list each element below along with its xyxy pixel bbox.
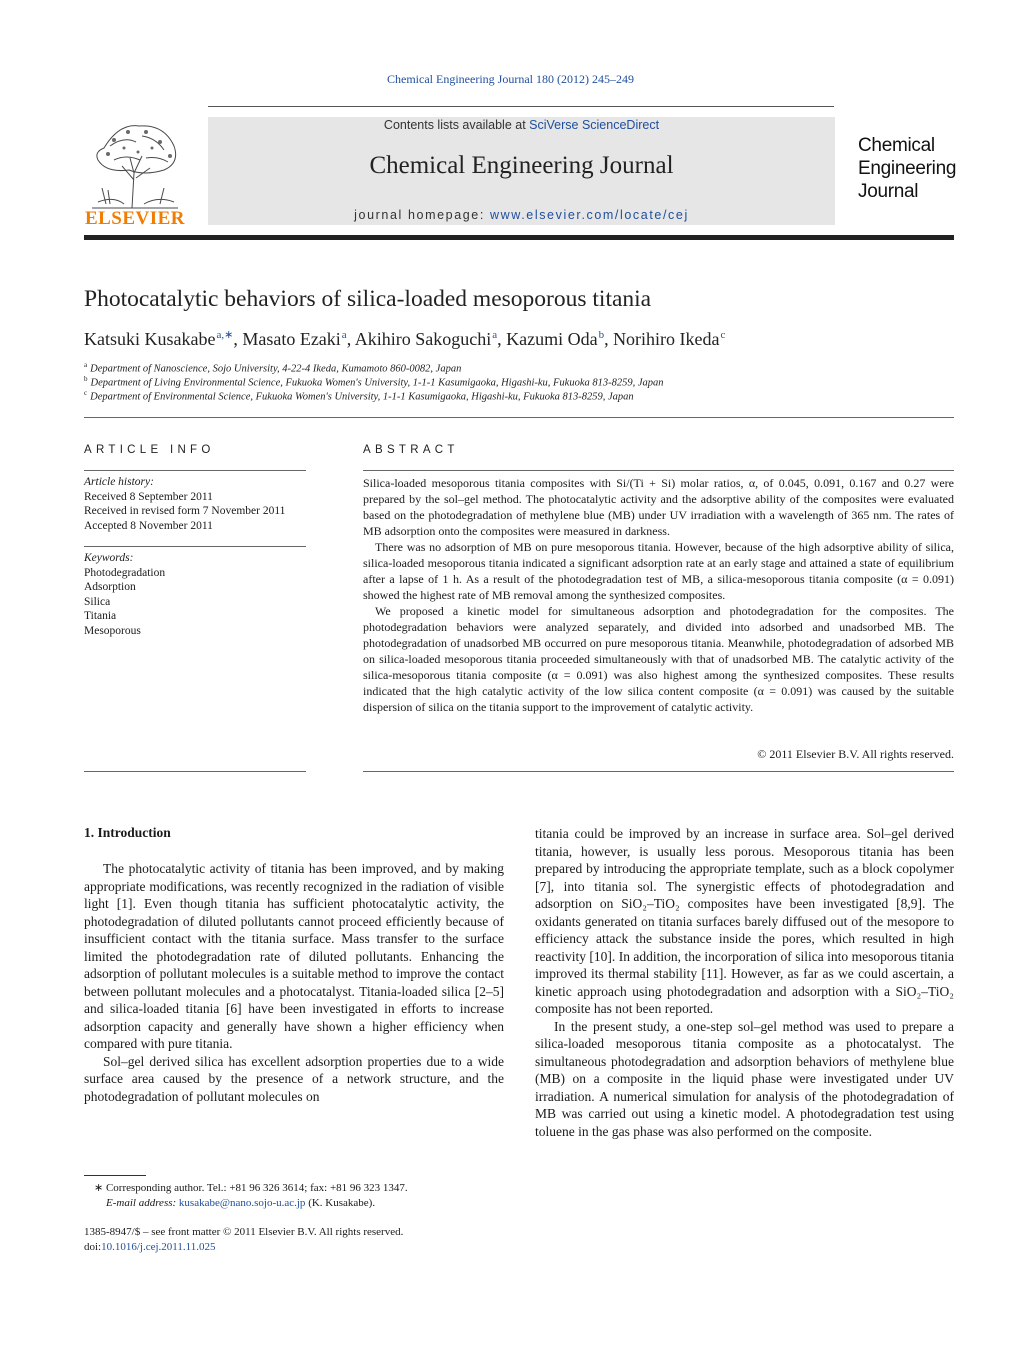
contents-availability: [208, 118, 835, 132]
body-paragraph: titania could be improved by an increase in surface area. Sol–gel derived titania, however, is usually less porous. Mesoporous titania has been prepared by introducing the appropriate template, such as a block copolymer [7], into titania sol. The synergistic effects of photodegradation and adsorption on SiO₂–TiO₂ composites have been investigated [8,9]. The oxidants generated on titania surfaces barely diffused out of the mesopore to efficiency attack the substance inside the pores, which resulted in high reactivity [10]. In addition, the incorporation of silica into mesoporous titania improved its thermal stability [11]. However, as far as we could ascertain, a kinetic approach using photodegradation and adsorption with a SiO₂–TiO₂ composite has not been reported.: [535, 826, 954, 1016]
affiliation-mark: c: [84, 389, 88, 397]
journal-logo-line: Engineering: [858, 158, 957, 179]
journal-citation[interactable]: Chemical Engineering Journal 180 (2012) 245–249: [387, 72, 634, 86]
footnote-rule: [84, 1175, 146, 1176]
doi-prefix: doi:: [84, 1241, 102, 1253]
affiliation-text: Department of Living Environmental Science, Fukuoka Women's University, 1-1-1 Kasumigaoka, Higashi-ku, Fukuoka 813-8259, Japan: [90, 377, 664, 389]
keyword: Mesoporous: [84, 624, 141, 637]
author-name: Masato Ezaki: [242, 329, 341, 349]
sciencedirect-link[interactable]: SciVerse ScienceDirect: [529, 118, 660, 132]
affiliation-mark: a: [84, 361, 88, 369]
email-label: E-mail address:: [106, 1197, 179, 1209]
journal-logo-line: Journal: [858, 181, 919, 202]
body-paragraph: In the present study, a one-step sol–gel method was used to prepare a silica-loaded mesoporous titania composite as a photocatalyst. The simultaneous photodegradation and adsorption behaviors of methylene blue (MB) on a composite in the liquid phase were investigated under UV irradiation. A numerical simulation for analysis of the photodegradation of MB was carried out using a kinetic model. A photodegradation test using toluene in the gas phase was also performed on the composite.: [535, 1018, 954, 1139]
abstract-paragraph: We proposed a kinetic model for simultaneous adsorption and photodegradation for the composites. The photodegradation behaviors were analyzed separately, and divided into adsorbed and unadsorbed MB. The photodegradation of unadsorbed MB occurred on pure mesoporous titania. Meanwhile, photodegradation of adsorbed MB on silica-loaded mesoporous titania proceeded simultaneously with that of unadsorbed MB. The catalytic activity of the silica-mesoporous titania composite (α = 0.091) was also highest among the synthesized composites. These results indicated that the high catalytic activity of the low silica content composite (α = 0.091) was caused by the suitable dispersion of silica on the titania support to the improvement of catalytic activity.: [363, 604, 954, 714]
corresponding-author-note: ∗ Corresponding author. Tel.: +81 96 326 3614; fax: +81 96 323 1347.: [94, 1182, 408, 1194]
author-affiliation-mark[interactable]: a,∗: [216, 329, 234, 341]
journal-homepage: [208, 208, 835, 222]
article-history: [84, 475, 306, 533]
email-line: [84, 1196, 504, 1211]
header-thick-rule: [84, 235, 954, 240]
homepage-prefix: journal homepage:: [354, 208, 490, 222]
homepage-link[interactable]: www.elsevier.com/locate/cej: [490, 208, 689, 222]
elsevier-wordmark: ELSEVIER: [84, 208, 186, 229]
keyword: Silica: [84, 595, 111, 608]
keyword: Titania: [84, 610, 117, 622]
history-item: Received in revised form 7 November 2011: [84, 505, 286, 517]
author-list: Katsuki Kusakabe$^{a,∗}$, Masato Ezaki$^a$, Akihiro Sakoguchi$^a$, Kazumi Oda$^b$, Norihiro Ikeda$^c$: [84, 329, 726, 349]
affiliation-text: Department of Nanoscience, Sojo University, 4-22-4 Ikeda, Kumamoto 860-0082, Japan: [90, 363, 462, 375]
email-link[interactable]: kusakabe@nano.sojo-u.ac.jp: [178, 1197, 306, 1209]
history-label: Article history:: [84, 476, 154, 488]
section-rule: [84, 417, 954, 418]
author-affiliation-mark[interactable]: b: [598, 329, 605, 341]
history-item: Received 8 September 2011: [84, 490, 213, 503]
section-heading: 1. Introduction: [84, 825, 171, 840]
body-column-left: [84, 860, 504, 1105]
keyword: Photodegradation: [84, 566, 166, 579]
affiliation: [84, 375, 964, 389]
doi-link[interactable]: 10.1016/j.cej.2011.11.025: [101, 1241, 216, 1253]
article-title: Photocatalytic behaviors of silica-loaded mesoporous titania: [84, 286, 652, 312]
affiliation-mark: b: [84, 375, 88, 383]
abstract-heading: ABSTRACT: [363, 444, 459, 456]
keywords-label: Keywords:: [84, 552, 134, 564]
abstract-paragraph: Silica-loaded mesoporous titania composites with Si/(Ti + Si) molar ratios, α, of 0.045, 0.091, 0.167 and 0.27 were prepared by the sol–gel method. The photocatalytic activity and the adsorptive ability of the composites were evaluated based on the photodegradation of methylene blue (MB) under UV irradiation with a wavelength of 365 nm. The rates of MB adsorption onto the composites were measured in darkness.: [363, 476, 954, 538]
article-info-bottom-rule: [84, 771, 306, 772]
article-info-rule: [84, 470, 306, 471]
doi-line: [84, 1240, 504, 1255]
author-name: Katsuki Kusakabe: [84, 329, 216, 349]
corresponding-author-footnote: [84, 1181, 504, 1211]
abstract-body: [363, 475, 954, 715]
email-suffix: (K. Kusakabe).: [305, 1197, 376, 1209]
affiliation: [84, 389, 964, 403]
author-affiliation-mark[interactable]: a: [341, 329, 347, 341]
history-item: Accepted 8 November 2011: [84, 519, 213, 532]
front-matter-line: 1385-8947/$ – see front matter © 2011 Elsevier B.V. All rights reserved.: [84, 1226, 404, 1238]
article-info-heading: ARTICLE INFO: [84, 444, 215, 456]
author-affiliation-mark[interactable]: c: [720, 329, 726, 341]
abstract-bottom-rule: [363, 771, 954, 772]
journal-name: Chemical Engineering Journal: [369, 152, 674, 179]
author-name: Akihiro Sakoguchi: [354, 329, 492, 349]
body-column-right: [535, 825, 954, 1140]
contents-prefix: Contents lists available at: [383, 118, 530, 132]
keyword: Adsorption: [84, 581, 136, 593]
author-name: Norihiro Ikeda: [613, 329, 720, 349]
body-paragraph: Sol–gel derived silica has excellent adsorption properties due to a wide surface area caused by the presence of a network structure, and the photodegradation of pollutant molecules on: [84, 1053, 504, 1104]
author-name: Kazumi Oda: [506, 329, 598, 349]
affiliation-text: Department of Environmental Science, Fukuoka Women's University, 1-1-1 Kasumigaoka, Higashi-ku, Fukuoka 813-8259, Japan: [90, 391, 634, 403]
keywords-block: [84, 551, 306, 638]
header-rule: [208, 106, 834, 107]
keywords-rule: [84, 546, 306, 547]
abstract-rule: [363, 470, 954, 471]
front-matter: [84, 1225, 504, 1255]
affiliation: [84, 361, 964, 375]
journal-logo-line: Chemical: [858, 135, 935, 156]
author-affiliation-mark[interactable]: a: [492, 329, 498, 341]
abstract-paragraph: There was no adsorption of MB on pure mesoporous titania. However, because of the high adsorptive ability of silica, silica-loaded mesoporous titania indicated a significant adsorption rate at an early stage and attained a state of equilibrium after a lapse of 1 h. As a result of the photodegradation test of MB, a silica-mesoporous titania composite (α = 0.091) showed the highest rate of MB removal among the synthesized composites.: [363, 540, 954, 602]
abstract-copyright: © 2011 Elsevier B.V. All rights reserved.: [757, 747, 954, 761]
body-paragraph: The photocatalytic activity of titania has been improved, and by making appropriate modifications, was recently recognized in the radiation of visible light [1]. Even though titania has sufficient photocatalytic activity, the photodegradation of diluted pollutants cannot proceed efficiently because of insufficient contact with the titania surface. Mass transfer to the surface limited the photodegradation rate of diluted pollutants. Enhancing the adsorption of pollutant molecules is a suitable method to improve the contact between pollutant molecules and a photocatalyst. Titania-loaded silica [2–5] and silica-loaded titania [6] have been investigated in efforts to increase adsorption capacity and generally have shown a higher efficiency when compared with pure titania.: [84, 861, 504, 1051]
journal-logo: [858, 134, 968, 203]
